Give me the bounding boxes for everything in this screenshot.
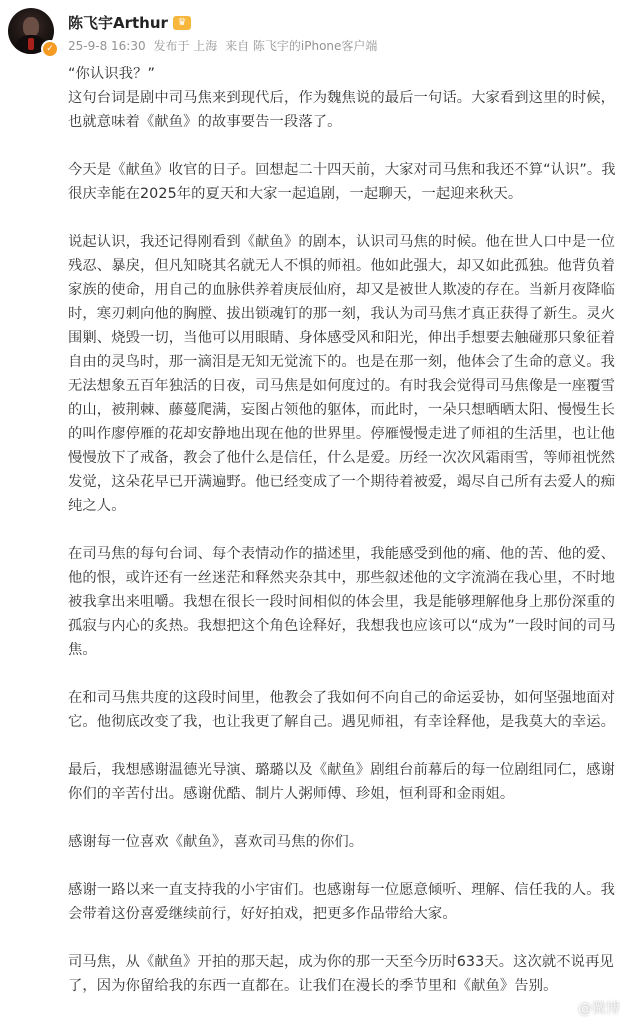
- post-meta: [68, 37, 381, 54]
- post-paragraph: 在和司马焦共度的这段时间里，他教会了我如何不向自己的命运妥协，如何坚强地面对它。他彻底改变了我，也让我更了解自己。遇见师祖，有幸诠释他，是我莫大的幸运。: [68, 690, 616, 730]
- post-paragraph: 最后，我想感谢温德光导演、璐璐以及《献鱼》剧组台前幕后的每一位剧组同仁，感谢你们的辛苦付出。感谢优酷、制片人粥师傅、珍姐，恒利哥和金雨姐。: [68, 762, 616, 802]
- post-location: 发布于 上海: [153, 39, 218, 53]
- author-name-text[interactable]: 陈飞宇Arthur: [68, 14, 168, 32]
- post-source: 来自 陈飞宇的iPhone客户端: [225, 39, 378, 53]
- post-paragraph: 感谢每一位喜欢《献鱼》，喜欢司马焦的你们。: [68, 834, 364, 850]
- post-body: [68, 62, 616, 1022]
- verified-icon: ✓: [41, 40, 59, 58]
- avatar-face: [23, 17, 39, 37]
- post-paragraph: 今天是《献鱼》收官的日子。回想起二十四天前，大家对司马焦和我还不算“认识”。我很庆幸能在2025年的夏天和大家一起追剧，一起聊天，一起迎来秋天。: [68, 162, 616, 202]
- watermark: @微博: [578, 1001, 620, 1017]
- post-paragraph: “你认识我？” 这句台词是剧中司马焦来到现代后，作为魏焦说的最后一句话。大家看到这里的时候，也就意味着《献鱼》的故事要告一段落了。: [68, 66, 616, 130]
- author-name[interactable]: [68, 12, 191, 33]
- post-header: [0, 0, 626, 62]
- post-paragraph: 说起认识，我还记得刚看到《献鱼》的剧本，认识司马焦的时候。他在世人口中是一位残忍、暴戾，但凡知晓其名就无人不惧的师祖。他如此强大，却又如此孤独。他背负着家族的使命，用自己的血脉供养着庚辰仙府，却又是被世人欺凌的存在。当新月夜降临时，寒刃刺向他的胸膛、拔出锁魂钉的那一刻，我认为司马焦才真正获得了新生。灵火围剿、烧毁一切，当他可以用眼睛、身体感受风和阳光，伸出手想要去触碰那只象征着自由的灵鸟时，那一滴泪是无知无觉流下的。也是在那一刻，他体会了生命的意义。我无法想象五百年独活的日夜，司马焦是如何度过的。有时我会觉得司马焦像是一座覆雪的山，被荆棘、藤蔓爬满，妄图占领他的躯体，而此时，一朵只想晒晒太阳、慢慢生长的叫作廖停雁的花却安静地出现在他的世界里。停雁慢慢走进了师祖的生活里，也让他慢慢放下了戒备，教会了他什么是信任，什么是爱。历经一次次风霜雨雪，等师祖恍然发觉，这朵花早已开满遍野。他已经变成了一个期待着被爱，竭尽自己所有去爱人的痴纯之人。: [68, 234, 616, 514]
- post-paragraph: 在司马焦的每句台词、每个表情动作的描述里，我能感受到他的痛、他的苦、他的爱、他的恨，或许还有一丝迷茫和释然夹杂其中，那些叙述他的文字流淌在我心里，不时地被我拿出来咀嚼。我想在很长一段时间相似的体会里，我是能够理解他身上那份深重的孤寂与内心的炙热。我想把这个角色诠释好，我想我也应该可以“成为”一段时间的司马焦。: [68, 546, 616, 658]
- avatar-accent: [28, 38, 34, 50]
- post-paragraph: 司马焦，从《献鱼》开拍的那天起，成为你的那一天至今历时633天。这次就不说再见了，因为你留给我的东西一直都在。让我们在漫长的季节里和《献鱼》告别。: [68, 954, 614, 994]
- post-date[interactable]: 25-9-8 16:30: [68, 39, 146, 53]
- crown-icon[interactable]: ♛: [173, 16, 191, 30]
- post-paragraph: 感谢一路以来一直支持我的小宇宙们。也感谢每一位愿意倾听、理解、信任我的人。我会带着这份喜爱继续前行，好好拍戏，把更多作品带给大家。: [68, 882, 616, 922]
